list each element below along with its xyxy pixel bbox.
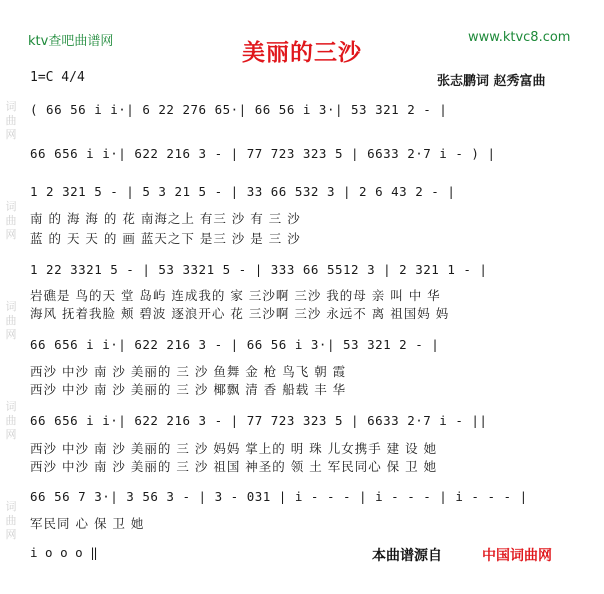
watermark-vertical: 词曲网 (5, 400, 17, 441)
notation-line: 1 22 3321 5 - | 53 3321 5 - | 333 66 5512 3 | 2 321 1 - | (30, 262, 488, 277)
watermark-vertical: 词曲网 (5, 100, 17, 141)
credits: 张志鹏词 赵秀富曲 (437, 74, 546, 89)
lyric-line: 南 的 海 海 的 花 南海之上 有三 沙 有 三 沙 (30, 211, 301, 226)
lyric-line: 西沙 中沙 南 沙 美丽的 三 沙 椰飘 清 香 船载 丰 华 (30, 382, 347, 397)
source-site-link[interactable]: 中国词曲网 (482, 548, 552, 564)
watermark-vertical: 词曲网 (5, 300, 17, 341)
final-notes: i o o o ‖ (30, 545, 98, 560)
notation-line: 1 2 321 5 - | 5 3 21 5 - | 33 66 532 3 | 2 6 43 2 - | (30, 184, 456, 199)
site-url-right[interactable]: www.ktvc8.com (468, 30, 571, 45)
lyric-line: 西沙 中沙 南 沙 美丽的 三 沙 祖国 神圣的 领 土 军民同心 保 卫 她 (30, 459, 438, 474)
lyric-line: 西沙 中沙 南 沙 美丽的 三 沙 妈妈 掌上的 明 珠 儿女携手 建 设 她 (30, 441, 438, 456)
notation-line: 66 656 i i·| 622 216 3 - | 77 723 323 5 | 6633 2·7 i - || (30, 413, 488, 428)
watermark-vertical: 词曲网 (5, 200, 17, 241)
lyric-line: 蓝 的 天 天 的 画 蓝天之下 是三 沙 是 三 沙 (30, 231, 301, 246)
source-label: 本曲谱源自 (372, 548, 442, 564)
song-title: 美丽的三沙 (242, 39, 362, 66)
notation-line: ( 66 56 i i·| 6 22 276 65·| 66 56 i 3·| 53 321 2 - | (30, 102, 448, 117)
notation-line: 66 56 7 3·| 3 56 3 - | 3 - 031 | i - - - | i - - - | i - - - | (30, 489, 528, 504)
lyric-line: 西沙 中沙 南 沙 美丽的 三 沙 鱼舞 金 枪 鸟飞 朝 霞 (30, 364, 347, 379)
notation-line: 66 656 i i·| 622 216 3 - | 66 56 i 3·| 53 321 2 - | (30, 337, 440, 352)
key-signature: 1=C 4/4 (30, 70, 85, 85)
watermark-vertical: 词曲网 (5, 500, 17, 541)
lyric-line: 岩礁是 鸟的天 堂 岛屿 连成我的 家 三沙啊 三沙 我的母 亲 叫 中 华 (30, 288, 441, 303)
lyric-line: 军民同 心 保 卫 她 (30, 516, 145, 531)
notation-line: 66 656 i i·| 622 216 3 - | 77 723 323 5 | 6633 2·7 i - ) | (30, 146, 496, 161)
site-name-left: ktv查吧曲谱网 (28, 34, 114, 49)
lyric-line: 海风 抚着我脸 颊 碧波 逐浪开心 花 三沙啊 三沙 永远不 离 祖国妈 妈 (30, 306, 450, 321)
